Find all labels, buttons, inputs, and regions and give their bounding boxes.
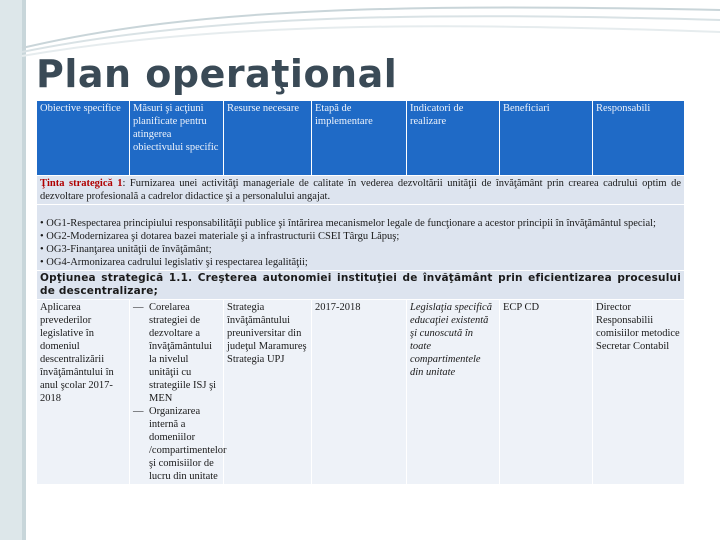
objective-item: • OG1-Respectarea principiului responsabilităţii publice şi întărirea mecanismelor legale de funcţionare a acestor principii în învăţământul special;: [40, 218, 656, 229]
header-cell: Indicatori de realizare: [407, 101, 500, 176]
strategic-target-text: : Furnizarea unei activităţi manageriale de calitate în vederea dezvoltării unităţii de învăţământ prin crearea cadrului optim de dezvoltare profesională a cadrelor didactice şi a personalului angajat.: [40, 178, 681, 202]
header-cell: Etapă de implementare: [312, 101, 407, 176]
header-cell: Obiective specifice: [37, 101, 130, 176]
left-border-strip: [0, 0, 26, 540]
table-header-row: [37, 101, 685, 176]
resources-cell: Strategia învăţământului preuniversitar din judeţul Maramureş Strategia UPJ: [224, 300, 312, 485]
strategic-option-cell: Opţiunea strategică 1.1. Creşterea autonomiei instituţiei de învăţământ prin eficientizarea procesului de descentralizare;: [37, 271, 685, 300]
objective-item: • OG2-Modernizarea şi dotarea bazei materiale şi a infrastructurii CSEI Târgu Lăpuş;: [40, 231, 400, 242]
operational-plan-table: [36, 100, 685, 485]
stage-cell: 2017-2018: [312, 300, 407, 485]
strategic-target-row: [37, 176, 685, 205]
table-row: [37, 300, 685, 485]
actions-cell: [130, 300, 227, 485]
beneficiaries-cell: ECP CD: [500, 300, 593, 485]
strategic-target-cell: [37, 176, 685, 205]
header-cell: Măsuri şi acţiuni planificate pentru atingerea obiectivului specific: [130, 101, 224, 176]
header-cell: Beneficiari: [500, 101, 593, 176]
objective-item: • OG4-Armonizarea cadrului legislativ şi respectarea legalităţii;: [40, 257, 308, 268]
objective-cell: Aplicarea prevederilor legislative în domeniul descentralizării învăţământului în anul şcolar 2017-2018: [37, 300, 130, 485]
responsible-cell: Director Responsabilii comisiilor metodice Secretar Contabil: [593, 300, 685, 485]
action-item: — Organizarea internă a domeniilor /compartimentelor şi comisiilor de lucru din unitate: [133, 406, 227, 482]
strategic-target-label: Ţinta strategică 1: [40, 178, 123, 189]
page-title: Plan operaţional: [36, 52, 398, 96]
strategic-option-row: [37, 271, 685, 300]
indicators-cell: Legislaţia specifică educaţiei existentă şi cunoscută în toate compartimentele din unitate: [407, 300, 500, 485]
action-item: — Corelarea strategiei de dezvoltare a învăţământului la nivelul unităţii cu strategiile ISJ şi MEN: [133, 302, 217, 404]
header-cell: Responsabili: [593, 101, 685, 176]
header-cell: Resurse necesare: [224, 101, 312, 176]
general-objectives-row: [37, 205, 685, 271]
objective-item: • OG3-Finanţarea unităţii de învăţământ;: [40, 244, 212, 255]
general-objectives-cell: [37, 205, 685, 271]
